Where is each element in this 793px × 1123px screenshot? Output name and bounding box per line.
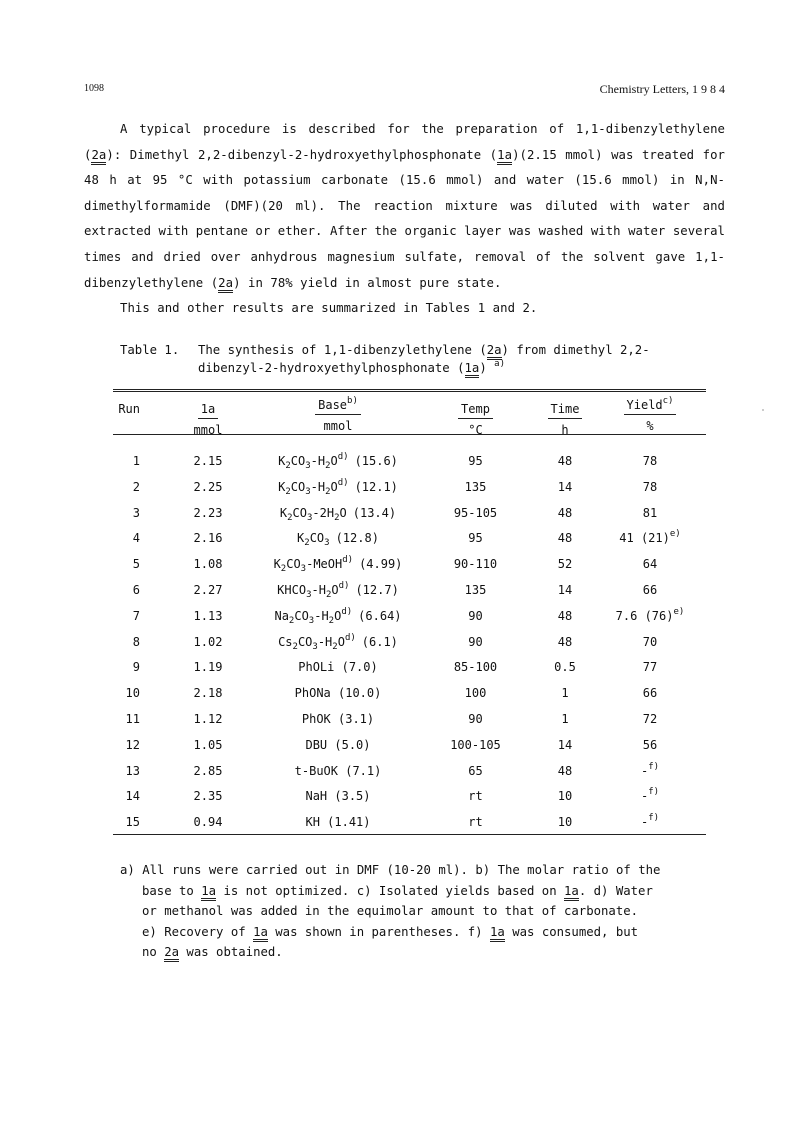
cell-base: KH (1.41): [305, 815, 371, 830]
cell-run: 3: [132, 505, 140, 520]
cell-run: 9: [132, 660, 140, 675]
table-bottom-rule: [113, 834, 706, 835]
base-amount: (6.1): [361, 634, 398, 649]
cell-temp: 90: [468, 712, 483, 726]
table-row: [113, 660, 706, 685]
base-amount: (12.1): [354, 479, 398, 494]
cell-run: 15: [125, 815, 140, 830]
header-1a: 1a mmol: [193, 402, 223, 437]
table-row: [113, 761, 706, 789]
cell-temp: 90: [468, 634, 483, 649]
base-amount: (12.8): [335, 531, 379, 546]
cell-time: 48: [557, 763, 573, 778]
cell-temp: 90-110: [453, 557, 498, 572]
base-amount: (6.64): [358, 608, 402, 623]
footnote-mark: e): [669, 529, 681, 540]
base-formula: $K_2CO_3$: [297, 531, 330, 549]
footnote-line: or methanol was added in the equimolar amount to that of carbonate.: [142, 904, 639, 918]
cell-yield: [600, 454, 700, 468]
cell-base: [248, 505, 428, 523]
yield-value: 78: [642, 454, 658, 468]
cell-run: 10: [125, 686, 140, 701]
yield-value: 77: [642, 660, 658, 675]
cell-yield: [600, 789, 700, 803]
base-formula: $KHCO_3-H_2O$: [277, 583, 339, 600]
page-header: [84, 83, 725, 99]
yield-value: 72: [642, 712, 658, 726]
journal-title: Chemistry Letters, 1 9 8 4: [599, 82, 725, 96]
cell-run: 6: [132, 583, 140, 597]
scan-speck: [762, 409, 764, 411]
cell-run: 1: [132, 454, 140, 468]
cell-temp: 135: [464, 479, 487, 494]
footnote-mark: d): [337, 477, 349, 488]
footnote-line: e) Recovery of 1a was shown in parentheses. f) 1a was consumed, but: [120, 922, 710, 943]
cell-1a-mmol: 2.23: [193, 505, 223, 520]
cell-yield: [600, 506, 700, 520]
yield-value: 56: [642, 737, 658, 752]
table-row: [113, 454, 706, 479]
cell-yield: [600, 686, 700, 700]
cell-yield: [600, 712, 700, 726]
table-row: [113, 738, 706, 763]
cell-temp: 95: [468, 531, 483, 546]
base-amount: (13.4): [352, 505, 397, 520]
table-top-rule-2: [113, 391, 706, 392]
table-row: [113, 557, 706, 582]
cell-1a-mmol: 1.12: [193, 712, 223, 726]
cell-temp: 100: [464, 686, 487, 701]
cell-temp: 135: [464, 583, 487, 597]
footnote-mark: d): [342, 555, 354, 566]
cell-yield: [600, 761, 700, 778]
table-header-rule: [113, 434, 706, 435]
yield-value: 7.6 (76): [615, 608, 674, 623]
cell-run: 11: [125, 712, 140, 726]
cell-time: 48: [557, 531, 573, 546]
cell-temp: 95: [468, 454, 483, 468]
yield-value: -: [640, 815, 649, 830]
compound-ref: 1a: [497, 148, 512, 165]
cell-yield: [600, 531, 700, 545]
cell-yield: [600, 583, 700, 597]
base-amount: (12.7): [355, 583, 399, 597]
cell-run: 2: [132, 479, 140, 494]
footnote-mark: f): [648, 813, 660, 824]
cell-1a-mmol: 2.15: [193, 454, 223, 468]
cell-temp: 65: [468, 763, 483, 778]
footnote-mark: f): [648, 787, 660, 798]
cell-1a-mmol: 1.19: [193, 660, 223, 675]
base-formula: $K_2CO_3-2H_2O$: [279, 505, 347, 523]
cell-run: 13: [125, 763, 140, 778]
cell-1a-mmol: 2.18: [193, 686, 223, 701]
cell-1a-mmol: 2.85: [193, 763, 223, 778]
cell-time: 52: [557, 557, 573, 572]
header-run: Run: [118, 402, 140, 416]
table-top-rule: [113, 389, 706, 390]
cell-base: [248, 555, 428, 575]
cell-base: DBU (5.0): [305, 737, 371, 752]
base-formula: $K_2CO_3$-MeOH: [273, 557, 343, 575]
cell-time: 48: [557, 634, 573, 649]
header-base: Base$^{b)}$ mmol: [248, 397, 428, 434]
footnote-line: no 2a was obtained.: [120, 942, 710, 963]
table-label: Table 1.: [120, 343, 180, 357]
table-row: [113, 789, 706, 814]
paragraph-summary: This and other results are summarized in Tables 1 and 2.: [120, 301, 538, 316]
table-row: [113, 477, 706, 505]
yield-value: -: [640, 763, 649, 778]
cell-1a-mmol: 1.02: [193, 634, 223, 649]
cell-base: [248, 477, 428, 497]
cell-time: 14: [557, 479, 573, 494]
header-time: Time h: [535, 401, 595, 438]
cell-1a-mmol: 1.05: [193, 737, 223, 752]
cell-time: 1: [561, 712, 569, 726]
cell-yield: [600, 557, 700, 571]
footnote-line: a) All runs were carried out in DMF (10-20 ml). b) The molar ratio of the: [120, 863, 661, 877]
compound-ref: 2a: [91, 148, 106, 165]
cell-time: 1: [561, 686, 569, 701]
cell-time: 10: [557, 789, 573, 804]
footnote-mark: d): [337, 452, 349, 462]
cell-1a-mmol: 2.16: [193, 531, 223, 546]
footnote-mark: d): [344, 632, 356, 643]
yield-value: 66: [642, 686, 658, 701]
cell-yield: [600, 480, 700, 494]
base-amount: (4.99): [359, 557, 403, 572]
cell-1a-mmol: 2.27: [193, 583, 223, 597]
cell-time: 48: [557, 608, 573, 623]
footnote-mark: d): [341, 606, 353, 617]
yield-value: 81: [642, 505, 658, 520]
cell-yield: [600, 606, 700, 623]
yield-value: 64: [642, 557, 658, 572]
cell-base: [248, 606, 428, 626]
table-row: [113, 506, 706, 531]
table-row: [113, 583, 706, 608]
cell-temp: 100-105: [450, 737, 501, 752]
cell-1a-mmol: 2.25: [193, 479, 223, 494]
body-text: [84, 117, 725, 322]
cell-yield: [600, 660, 700, 674]
footnote-mark: f): [648, 761, 660, 772]
cell-run: 7: [132, 608, 140, 623]
cell-time: 14: [557, 583, 573, 597]
footnote-mark: d): [338, 581, 350, 591]
cell-base: [248, 632, 428, 652]
cell-run: 5: [132, 557, 140, 572]
cell-yield: [600, 635, 700, 649]
cell-1a-mmol: 2.35: [193, 789, 223, 804]
yield-value: 66: [642, 583, 658, 597]
base-formula: $Na_2CO_3-H_2O$: [274, 608, 342, 626]
header-temp: Temp °C: [433, 401, 518, 438]
table-row: [113, 712, 706, 737]
cell-base: [248, 581, 428, 600]
cell-1a-mmol: 1.13: [193, 608, 223, 623]
base-formula: $Cs_2CO_3-H_2O$: [278, 634, 345, 652]
page-number: 1098: [84, 83, 104, 94]
cell-base: PhONa (10.0): [294, 686, 382, 701]
cell-time: 10: [557, 815, 573, 830]
cell-temp: rt: [468, 815, 483, 830]
cell-base: PhOLi (7.0): [298, 660, 378, 675]
cell-run: 4: [132, 531, 140, 546]
paragraph-procedure: A typical procedure is described for the preparation of 1,1-dibenzylethylene (2a): Dimethyl 2,2-dibenzyl-2-hydroxyethylphosphonate (1a)(2.15 mmol) was treated for 48 h at 95 °C with potassium carbonate (15.6 mmol) and water (15.6 mmol) in N,N-dimethylformamide (DMF)(20 ml). The reaction mixture was diluted with water and extracted with pentane or ether. After the organic layer was washed with water several times and dried over anhydrous magnesium sulfate, removal of the solvent gave 1,1-dibenzylethylene (2a) in 78% yield in almost pure state.: [84, 117, 725, 296]
cell-base: [248, 452, 428, 471]
cell-yield: [600, 738, 700, 752]
base-formula: $K_2CO_3-H_2O$: [278, 479, 338, 497]
cell-1a-mmol: 0.94: [193, 815, 223, 830]
cell-base: PhOK (3.1): [301, 712, 375, 726]
yield-value: 78: [642, 479, 658, 494]
cell-run: 8: [132, 634, 140, 649]
compound-ref: 2a: [218, 276, 233, 293]
header-yield: Yield$^{c)}$ %: [600, 397, 700, 434]
base-amount: (15.6): [354, 454, 398, 468]
yield-value: -: [640, 789, 649, 804]
cell-temp: 95-105: [453, 505, 498, 520]
base-formula: $K_2CO_3-H_2O$: [278, 454, 338, 471]
table-caption-text: The synthesis of 1,1-dibenzylethylene (2a) from dimethyl 2,2-dibenzyl-2-hydroxyethylphosphonate (1a) $^{a)}$: [198, 341, 678, 377]
table-row: [113, 531, 706, 556]
cell-time: 0.5: [554, 660, 576, 675]
cell-temp: 85-100: [453, 660, 498, 675]
cell-base: t-BuOK (7.1): [294, 763, 382, 778]
cell-time: 14: [557, 737, 573, 752]
cell-time: 48: [557, 505, 573, 520]
cell-1a-mmol: 1.08: [193, 557, 223, 572]
cell-run: 14: [125, 789, 140, 804]
yield-value: 41 (21): [619, 531, 670, 546]
table-row: [113, 815, 706, 840]
cell-base: [248, 531, 428, 549]
yield-value: 70: [642, 634, 658, 649]
table-row: [113, 606, 706, 634]
footnote-line: base to 1a is not optimized. c) Isolated yields based on 1a. d) Water: [120, 881, 710, 902]
cell-temp: rt: [468, 789, 483, 804]
cell-time: 48: [557, 454, 573, 468]
cell-temp: 90: [468, 608, 483, 623]
table-footnotes: [120, 860, 710, 963]
cell-base: NaH (3.5): [305, 789, 371, 804]
cell-yield: [600, 815, 700, 829]
cell-run: 12: [125, 737, 140, 752]
table-row: [113, 632, 706, 660]
footnote-mark: e): [673, 606, 685, 617]
table-row: [113, 686, 706, 711]
